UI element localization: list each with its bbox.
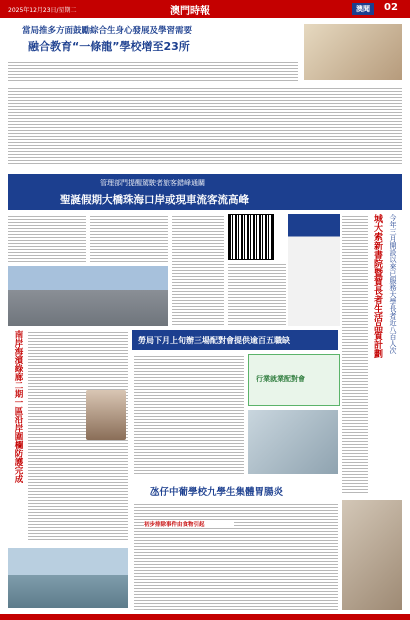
story4-headline: 勞局下月上旬辦三場配對會提供逾百五職缺 (138, 336, 290, 345)
story1-headline-line1: 當局推多方面鼓勵綜合生身心發展及學習需要 (22, 26, 193, 36)
section-badge: 澳聞 (352, 3, 374, 15)
story1-body-columns (8, 86, 402, 166)
story5-headline: 氹仔中葡學校九學生集體胃腸炎 (150, 487, 284, 498)
story4-body (134, 354, 244, 474)
story3-right-body (342, 214, 368, 494)
story2-text-col4 (228, 262, 286, 326)
story2-kicker: 管理部門提醒駕駛者旅客錯峰通關 (100, 179, 205, 187)
story5-body (134, 502, 338, 610)
story2-headline: 聖誕假期大橋珠海口岸或現車流客流高峰 (60, 194, 249, 206)
story3-vertical-headline-b: 今年三月開設以來已服務大學長者近八百人次 (389, 214, 397, 354)
portrait-photo (86, 390, 126, 440)
footer-rule (0, 614, 410, 620)
story1-headline-line2: 融合教育“一條龍”學校增至23所 (28, 40, 190, 53)
issue-date: 2025年12月23日/星期二 (8, 7, 77, 14)
story1-body-text (8, 60, 298, 82)
story2-bridge-photo (8, 266, 168, 326)
story3-seniors-photo (342, 500, 402, 610)
story2-phone-screenshot (288, 214, 340, 326)
story1-photo (304, 24, 402, 80)
waterfront-photo (8, 548, 128, 608)
story2-text-col3 (172, 214, 224, 326)
job-fair-photo (248, 410, 338, 474)
story3-vertical-headline-a: 南岸海濱綠廊二期一區沿岸圍欄防護完成 (13, 330, 23, 483)
story5-subhead: 初步排除事件由食物引起 (144, 520, 234, 528)
page-number: 02 (384, 2, 398, 13)
job-fair-banner-label: 行業就業配對會 (256, 375, 305, 383)
qr-code (228, 214, 274, 260)
story3-vertical-headline-c: 城大索新書院暨賀長者生活品質計劃 (372, 214, 382, 358)
story2-text-col2 (90, 214, 168, 264)
story2-text-col1 (8, 214, 86, 264)
masthead: 澳門時報 (170, 6, 210, 17)
